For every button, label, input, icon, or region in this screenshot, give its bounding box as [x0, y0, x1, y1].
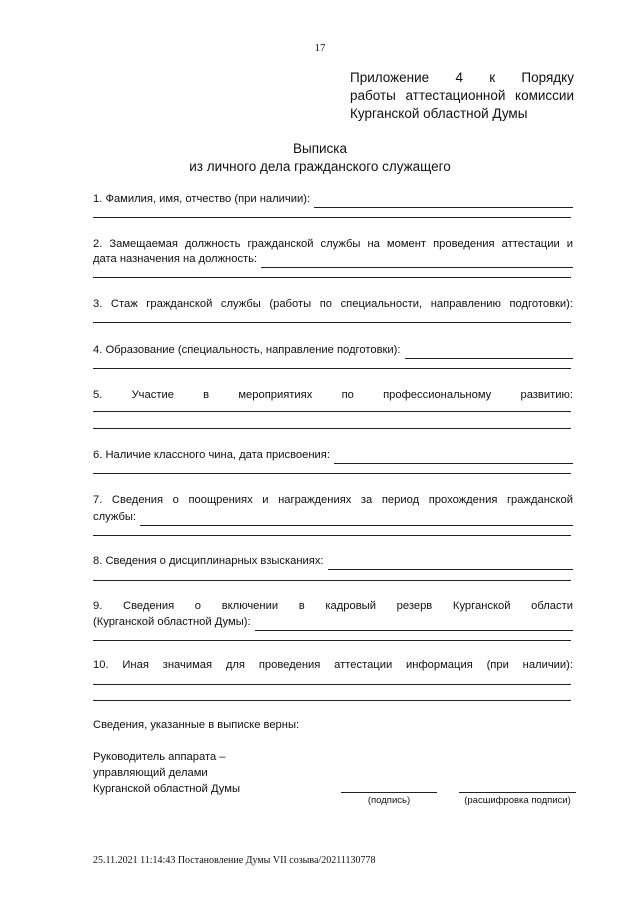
- item-8-extra-line[interactable]: [93, 580, 571, 581]
- confirm-text: Сведения, указанные в выписке верны:: [93, 719, 300, 731]
- item-10-line-2[interactable]: [93, 700, 571, 701]
- item-6-extra-line[interactable]: [93, 473, 571, 474]
- signatory-line-2: управляющий делами: [93, 767, 208, 779]
- item-7-field[interactable]: [140, 513, 573, 526]
- item-3-label: 3. Стаж гражданской службы (работы по специальности, направлению подготовки):: [93, 298, 573, 310]
- signatory-line-1: Руководитель аппарата –: [93, 751, 226, 763]
- item-5-line-1[interactable]: [93, 411, 571, 412]
- signature-decoding-label: (расшифровка подписи): [464, 795, 571, 806]
- signature-label: (подпись): [367, 795, 411, 806]
- item-4-extra-line[interactable]: [93, 368, 571, 369]
- item-7-line-2: [93, 509, 573, 526]
- item-4-label: 4. Образование (специальность, направление подготовки):: [93, 344, 401, 356]
- page-number: 17: [314, 42, 326, 54]
- item-8-label: 8. Сведения о дисциплинарных взысканиях:: [93, 555, 324, 567]
- item-7-extra-line[interactable]: [93, 535, 571, 536]
- item-2-line-2: [93, 251, 573, 268]
- item-6-label: 6. Наличие классного чина, дата присвоения:: [93, 449, 330, 461]
- item-2-extra-line[interactable]: [93, 277, 571, 278]
- item-1-field[interactable]: [314, 195, 573, 208]
- item-9-field[interactable]: [255, 618, 573, 631]
- appendix-line-3: Курганской областной Думы: [350, 106, 528, 121]
- item-9-line-1: 9. Сведения о включении в кадровый резерв Курганской области: [93, 600, 573, 612]
- item-3-line[interactable]: [93, 322, 571, 323]
- item-5-label: 5. Участие в мероприятиях по профессиональному развитию:: [93, 389, 573, 401]
- document-footer: 25.11.2021 11:14:43 Постановление Думы VII созыва/20211130778: [93, 855, 376, 866]
- item-4: [93, 342, 573, 359]
- document-title: Выписка: [292, 141, 348, 156]
- item-10-label: 10. Иная значимая для проведения аттестации информация (при наличии):: [93, 659, 573, 671]
- signatory-line-3: Курганской областной Думы: [93, 783, 241, 795]
- appendix-line-2: работы аттестационной комиссии: [350, 88, 574, 103]
- item-8: [93, 553, 573, 570]
- item-6-field[interactable]: [334, 451, 573, 464]
- item-5-line-2[interactable]: [93, 428, 571, 429]
- item-6: [93, 447, 573, 464]
- item-2-label: дата назначения на должность:: [93, 253, 258, 265]
- appendix-header: [350, 69, 574, 123]
- item-7-label: службы:: [93, 511, 137, 523]
- item-8-field[interactable]: [328, 557, 573, 570]
- appendix-line-1: Приложение 4 к Порядку: [350, 70, 574, 85]
- item-4-field[interactable]: [405, 346, 574, 359]
- item-9-line-2: [93, 614, 573, 631]
- item-1-extra-line[interactable]: [93, 217, 571, 218]
- signature-line[interactable]: [341, 792, 437, 793]
- document-subtitle: из личного дела гражданского служащего: [189, 159, 451, 174]
- item-1: [93, 191, 573, 208]
- item-2-field[interactable]: [261, 255, 573, 268]
- item-1-label: 1. Фамилия, имя, отчество (при наличии):: [93, 193, 311, 205]
- item-9-label: (Курганской областной Думы):: [93, 616, 251, 628]
- signature-decoding-line[interactable]: [459, 792, 576, 793]
- item-9-extra-line[interactable]: [93, 640, 571, 641]
- item-2-line-1: 2. Замещаемая должность гражданской службы на момент проведения аттестации и: [93, 238, 573, 250]
- item-7-line-1: 7. Сведения о поощрениях и награждениях за период прохождения гражданской: [93, 494, 573, 506]
- item-10-line-1[interactable]: [93, 684, 571, 685]
